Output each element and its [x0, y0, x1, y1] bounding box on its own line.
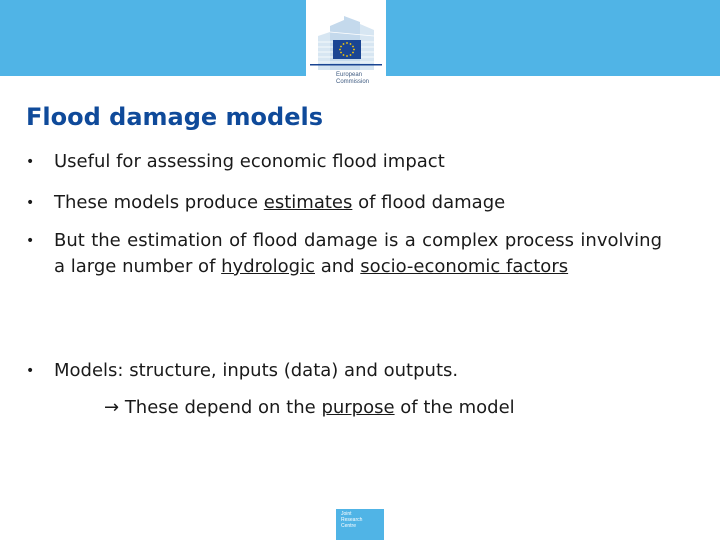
underlined-socio-economic: socio-economic factors — [360, 256, 569, 277]
bullet-4-text: Models: structure, inputs (data) and outputs. — [54, 360, 459, 381]
jrc-footer-logo — [336, 509, 384, 540]
underlined-estimates: estimates — [263, 192, 353, 213]
underlined-purpose: purpose — [321, 397, 395, 418]
bullet-3-text: But the estimation of flood damage is a complex process involving a large number of hydrologic and socio-economic factors — [54, 230, 662, 277]
ec-logo — [306, 0, 386, 100]
bullet-dot-icon: • — [26, 363, 35, 379]
underlined-hydrologic: hydrologic — [221, 256, 315, 277]
bullet-2-text: These models produce estimates of flood damage — [54, 192, 506, 213]
bullet-3 — [26, 228, 686, 280]
slide-title: Flood damage models — [26, 103, 323, 131]
ec-building-icon — [310, 14, 382, 70]
arrow-right-icon: → — [104, 397, 120, 418]
bullet-dot-icon: • — [26, 233, 35, 249]
bullet-1 — [26, 149, 686, 175]
logo-line-1: European — [336, 72, 363, 78]
ec-logo-text — [336, 72, 386, 86]
bullet-4 — [26, 358, 686, 384]
arrow-note: → These depend on the purpose of the model — [104, 397, 515, 418]
bullet-2 — [26, 190, 686, 216]
logo-line-2: Commission — [336, 79, 370, 85]
jrc-footer-text: Joint Research Centre — [341, 511, 363, 529]
bullet-1-text: Useful for assessing economic flood impact — [54, 151, 445, 172]
bullet-dot-icon: • — [26, 195, 35, 211]
bullet-dot-icon: • — [26, 154, 35, 170]
